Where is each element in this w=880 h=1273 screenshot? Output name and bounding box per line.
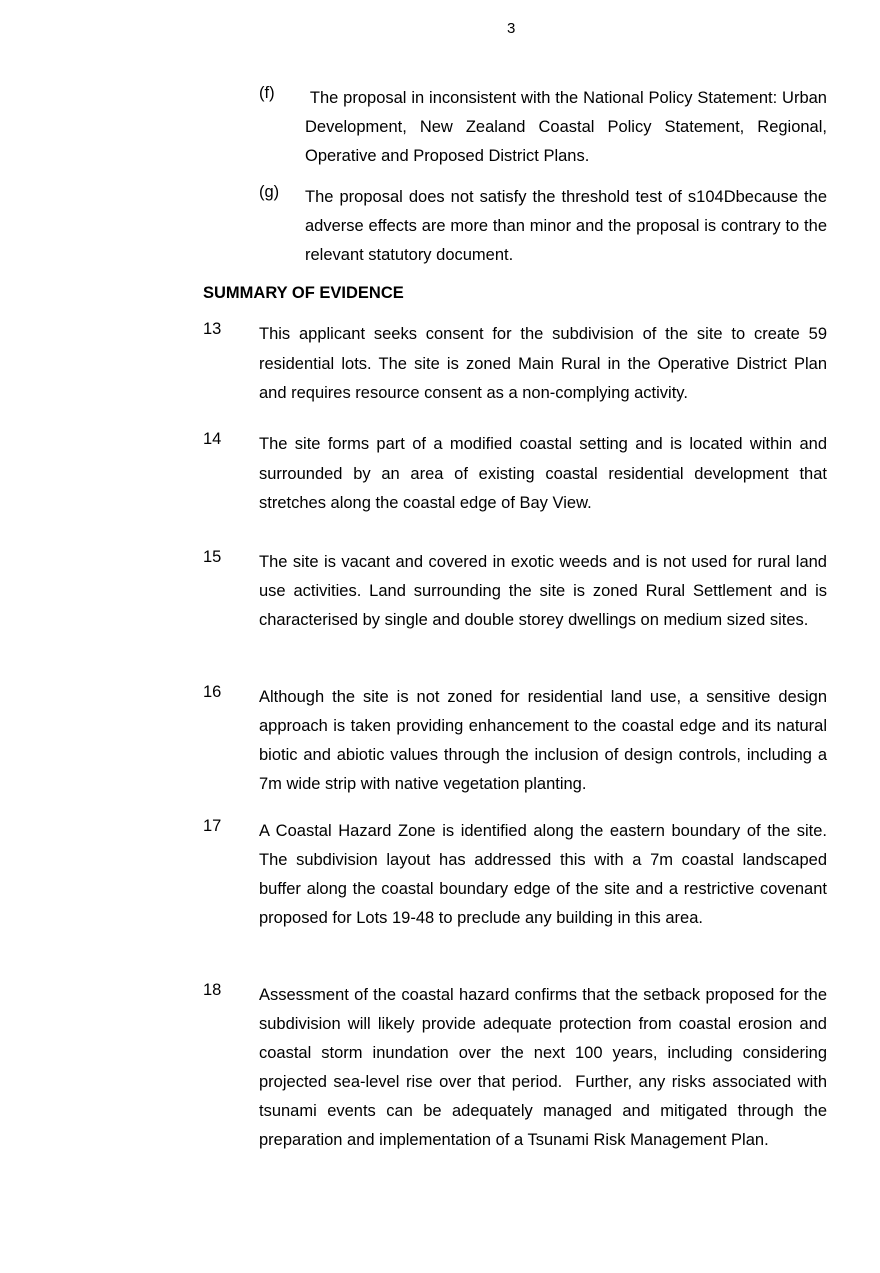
paragraph-text: The site is vacant and covered in exotic weeds and is not used for rural land use activities. Land surrounding the site is zoned Rural Settlement and is characterised by single and double storey dwellings on medium sized sites. [259,553,827,629]
paragraph-number: 15 [203,548,222,566]
sub-item-text: The proposal in inconsistent with the National Policy Statement: Urban Development, New Zealand Coastal Policy Statement, Regional, Operative and Proposed District Plans. [305,89,832,165]
paragraph-text: Although the site is not zoned for residential land use, a sensitive design approach is taken providing enhancement to the coastal edge and its natural biotic and abiotic values through the inclusion of design controls, including a 7m wide strip with native vegetation planting. [259,688,827,793]
paragraph-text: This applicant seeks consent for the subdivision of the site to create 59 residential lots. The site is zoned Main Rural in the Operative District Plan and requires resource consent as a non-complying activity. [259,325,827,402]
paragraph-13 [203,320,827,409]
paragraph-text: A Coastal Hazard Zone is identified along the eastern boundary of the site. The subdivision layout has addressed this with a 7m coastal landscaped buffer along the coastal boundary edge of the site and a restrictive covenant proposed for Lots 19-48 to preclude any building in this area. [259,822,837,927]
paragraph-text: Assessment of the coastal hazard confirms that the setback proposed for the subdivision will likely provide adequate protection from coastal erosion and coastal storm inundation over the next 100 years, including considering projected sea-level rise over that period. Further, any risks associated with tsunami events can be adequately managed and mitigated through the preparation and implementation of a Tsunami Risk Management Plan. [259,986,832,1149]
paragraph-14 [203,430,827,519]
paragraph-18 [203,981,832,1155]
sub-item-f [259,84,832,171]
paragraph-number: 16 [203,683,222,701]
section-heading: SUMMARY OF EVIDENCE [203,284,404,302]
sub-item-text: The proposal does not satisfy the threshold test of s104Dbecause the adverse effects are more than minor and the proposal is contrary to the relevant statutory document. [305,188,827,264]
sub-item-letter: (g) [259,183,280,201]
paragraph-number: 18 [203,981,222,999]
paragraph-17 [203,817,837,933]
page-number: 3 [507,20,516,37]
paragraph-15 [203,548,827,635]
sub-item-letter: (f) [259,84,275,102]
sub-item-g [259,183,827,270]
paragraph-16 [203,683,827,799]
paragraph-number: 14 [203,430,222,448]
paragraph-text: The site forms part of a modified coastal setting and is located within and surrounded by an area of existing coastal residential development that stretches along the coastal edge of Bay View. [259,435,827,512]
paragraph-number: 13 [203,320,222,338]
paragraph-number: 17 [203,817,222,835]
